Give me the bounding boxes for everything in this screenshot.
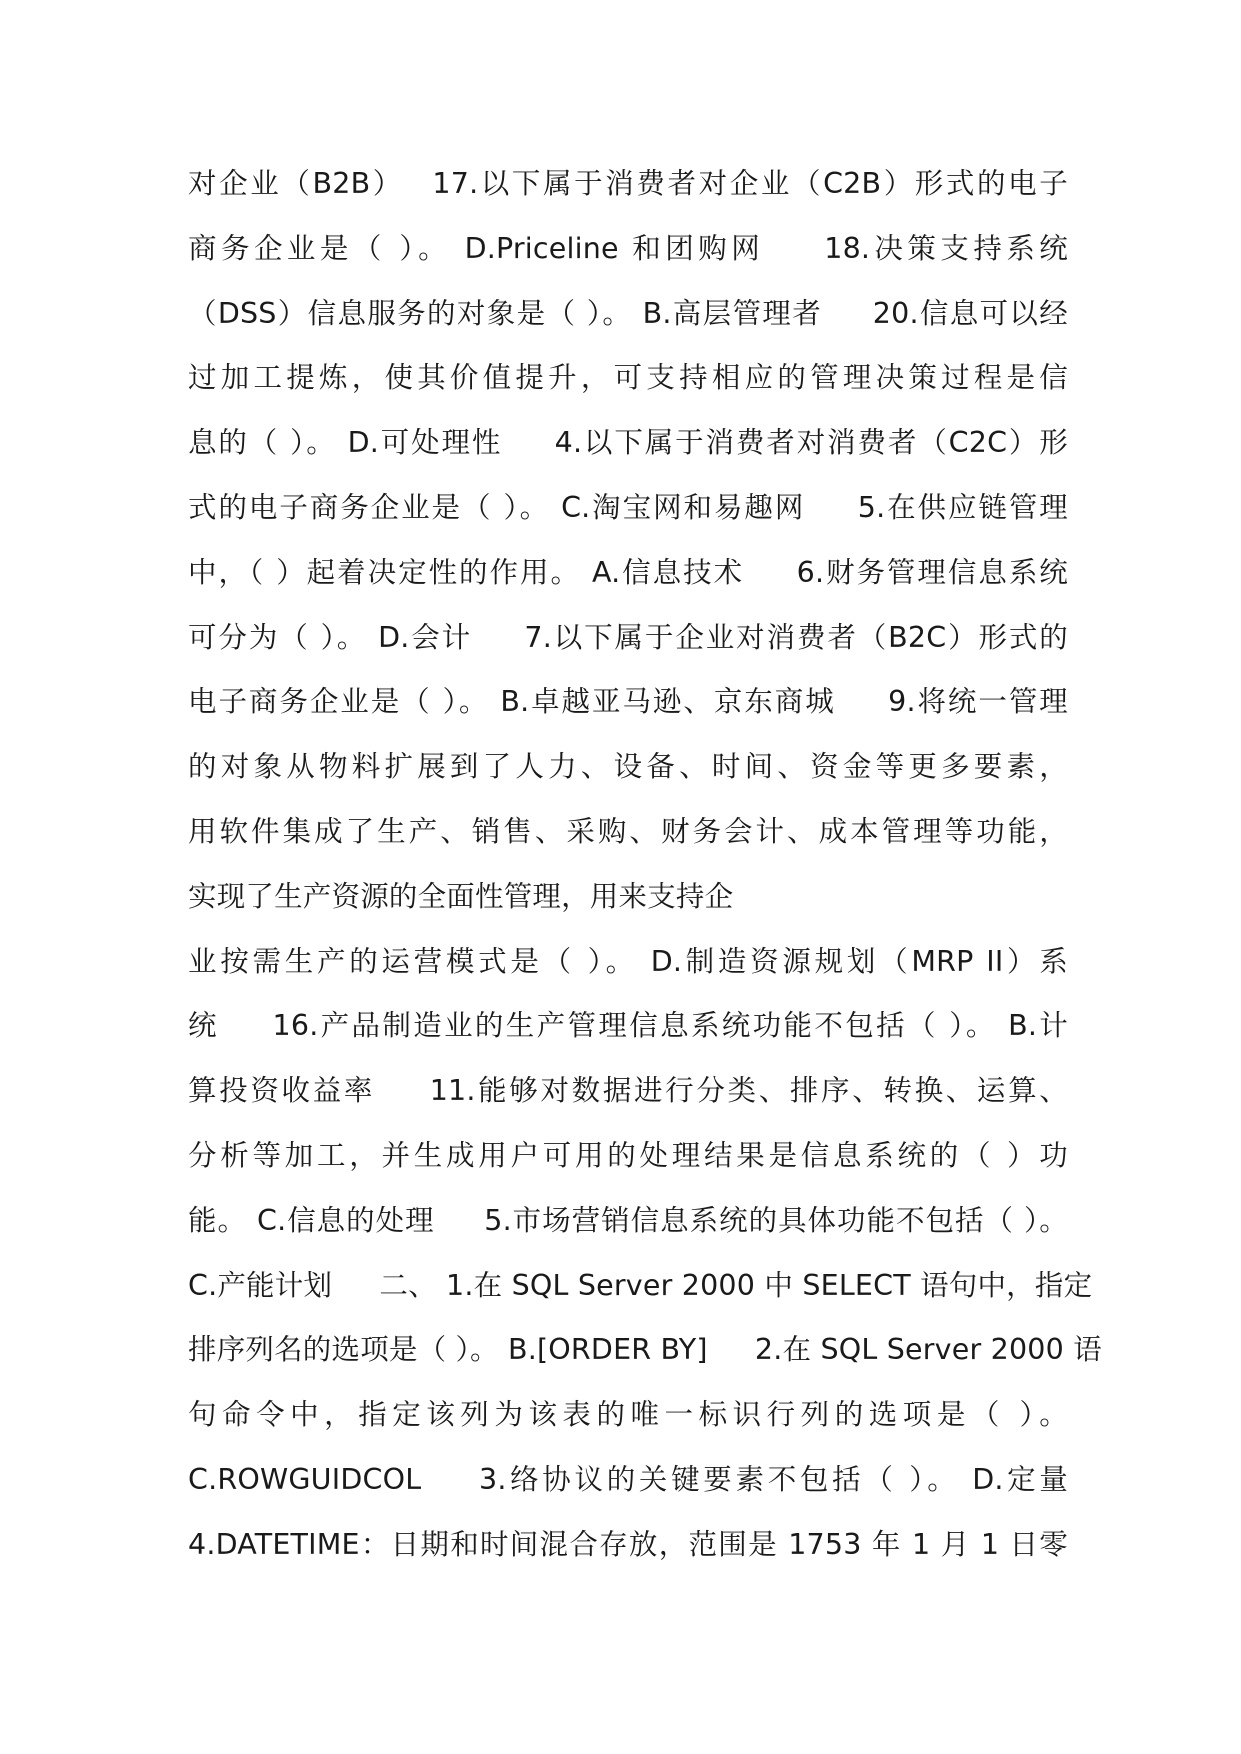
text-line: 式的电子商务企业是（ ）。 C.淘宝网和易趣网 5.在供应链管理 bbox=[188, 490, 1068, 524]
text-line: 商务企业是（ ）。 D.Priceline 和团购网 18.决策支持系统 bbox=[188, 231, 1068, 265]
text-line: 的对象从物料扩展到了人力、设备、时间、资金等更多要素， bbox=[188, 750, 1068, 784]
text-line: 中，（ ）起着决定性的作用。 A.信息技术 6.财务管理信息系统 bbox=[188, 555, 1068, 589]
text-line: 统 16.产品制造业的生产管理信息系统功能不包括（ ）。 B.计 bbox=[188, 1009, 1068, 1043]
text-line: 业按需生产的运营模式是（ ）。 D.制造资源规划（MRP II）系 bbox=[188, 944, 1068, 978]
text-line: 息的（ ）。 D.可处理性 4.以下属于消费者对消费者（C2C）形 bbox=[188, 426, 1068, 460]
text-line: 分析等加工，并生成用户可用的处理结果是信息系统的（ ）功 bbox=[188, 1138, 1068, 1172]
text-line: 4.DATETIME：日期和时间混合存放，范围是 1753 年 1 月 1 日零 bbox=[188, 1527, 1068, 1561]
body-text bbox=[188, 152, 1102, 1578]
text-line: 可分为（ ）。 D.会计 7.以下属于企业对消费者（B2C）形式的 bbox=[188, 620, 1068, 654]
text-line: C.产能计划 二、 1.在 SQL Server 2000 中 SELECT 语句中，指定 bbox=[188, 1268, 1093, 1302]
text-line: 实现了生产资源的全面性管理，用来支持企 bbox=[188, 879, 734, 913]
text-line: 句命令中，指定该列为该表的唯一标识行列的选项是（ ）。 bbox=[188, 1398, 1068, 1432]
text-line: 对企业（B2B） 17.以下属于消费者对企业（C2B）形式的电子 bbox=[188, 167, 1068, 200]
text-line: （DSS）信息服务的对象是（ ）。 B.高层管理者 20.信息可以经 bbox=[188, 296, 1068, 330]
text-line: 电子商务企业是（ ）。 B.卓越亚马逊、京东商城 9.将统一管理 bbox=[188, 685, 1068, 719]
text-line: 过加工提炼，使其价值提升，可支持相应的管理决策过程是信 bbox=[188, 361, 1068, 395]
text-line: 用软件集成了生产、销售、采购、财务会计、成本管理等功能， bbox=[188, 814, 1068, 848]
text-line: 排序列名的选项是（ ）。 B.[ORDER BY] 2.在 SQL Server 2000 语 bbox=[188, 1333, 1102, 1367]
text-line: C.ROWGUIDCOL 3.络协议的关键要素不包括（ ）。 D.定量 bbox=[188, 1462, 1068, 1496]
text-line: 能。 C.信息的处理 5.市场营销信息系统的具体功能不包括（ ）。 bbox=[188, 1203, 1068, 1237]
text-line: 算投资收益率 11.能够对数据进行分类、排序、转换、运算、 bbox=[188, 1074, 1068, 1108]
